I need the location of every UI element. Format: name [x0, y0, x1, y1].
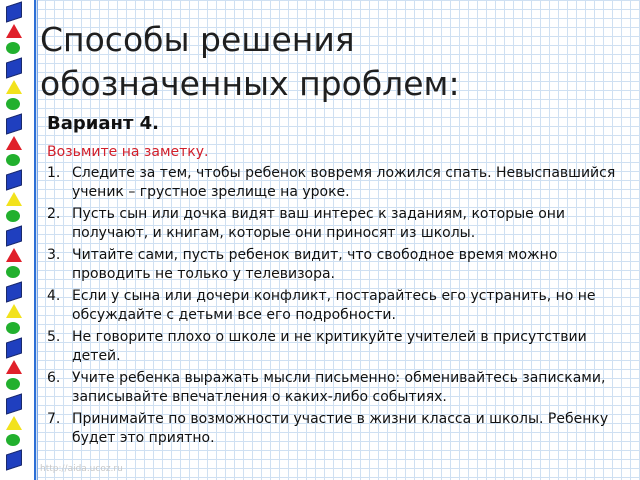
list-item-number: 6.: [47, 370, 61, 386]
watermark: http://aida.ucoz.ru: [40, 464, 123, 474]
list-item-number: 1.: [47, 165, 61, 181]
triangle-icon: [6, 360, 22, 374]
list-item-number: 3.: [47, 247, 61, 263]
list-item: [47, 164, 632, 202]
left-spine-line-thin: [37, 0, 38, 480]
list-item: [47, 369, 632, 407]
variant-heading: Вариант 4.: [47, 113, 160, 134]
list-item: [47, 287, 632, 325]
note-label: Возьмите на заметку.: [47, 144, 209, 160]
list-item-number: 7.: [47, 411, 61, 427]
triangle-icon: [6, 416, 22, 430]
triangle-icon: [6, 304, 22, 318]
list-item-number: 5.: [47, 329, 61, 345]
list-item: [47, 205, 632, 243]
ball-icon: [6, 154, 20, 166]
triangle-icon: [6, 80, 22, 94]
triangle-icon: [6, 136, 22, 150]
triangle-icon: [6, 192, 22, 206]
list-item-text: Если у сына или дочери конфликт, постарайтесь его устранить, но не обсуждайте с детьми все его подробности.: [72, 288, 596, 323]
list-item-text: Принимайте по возможности участие в жизни класса и школы. Ребенку будет это приятно.: [72, 411, 609, 446]
triangle-icon: [6, 248, 22, 262]
left-spine-line: [34, 0, 36, 480]
page-title: [40, 18, 630, 106]
list-item-text: Пусть сын или дочка видят ваш интерес к заданиям, которые они получают, и книгам, которые они приносят из школы.: [72, 206, 566, 241]
list-item: [47, 410, 632, 448]
list-item-number: 2.: [47, 206, 61, 222]
list-item-text: Учите ребенка выражать мысли письменно: обменивайтесь записками, записывайте впечатления о каких-либо событиях.: [72, 370, 606, 405]
list-item-number: 4.: [47, 288, 61, 304]
slide-content: [47, 112, 632, 451]
triangle-icon: [6, 24, 22, 38]
ball-icon: [6, 98, 20, 110]
ball-icon: [6, 378, 20, 390]
advice-list: [47, 164, 632, 448]
ball-icon: [6, 210, 20, 222]
list-item: [47, 328, 632, 366]
ball-icon: [6, 266, 20, 278]
list-item: [47, 246, 632, 284]
list-item-text: Следите за тем, чтобы ребенок вовремя ложился спать. Невыспавшийся ученик – грустное зрелище на уроке.: [72, 165, 616, 200]
ball-icon: [6, 434, 20, 446]
list-item-text: Не говорите плохо о школе и не критикуйте учителей в присутствии детей.: [72, 329, 587, 364]
list-item-text: Читайте сами, пусть ребенок видит, что свободное время можно проводить не только у телевизора.: [72, 247, 558, 282]
title-line-1: Способы решения: [40, 20, 355, 59]
title-line-2: обозначенных проблем:: [40, 64, 460, 103]
ball-icon: [6, 42, 20, 54]
ball-icon: [6, 322, 20, 334]
